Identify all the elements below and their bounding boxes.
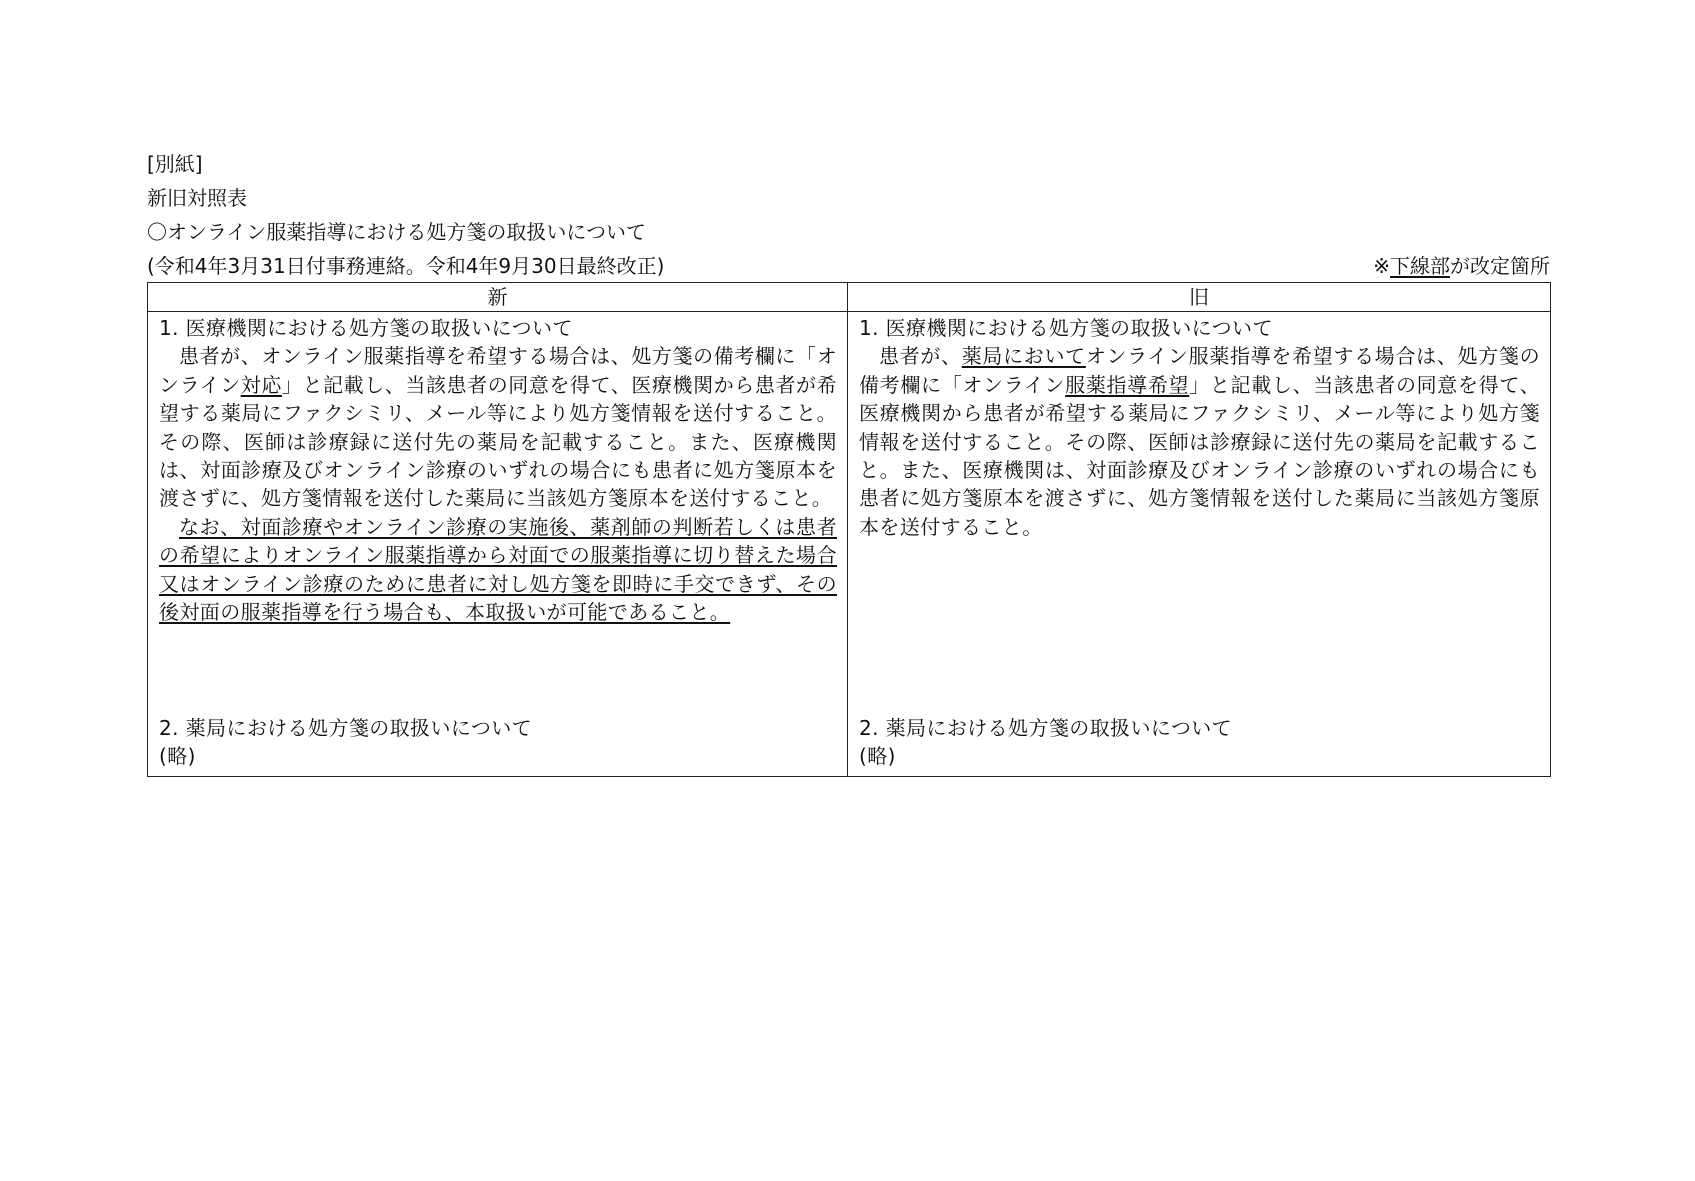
new-section1-paragraph1: [159, 342, 837, 512]
old-p1-underlined-1: 薬局において: [961, 344, 1086, 369]
document-page: [147, 150, 1550, 777]
new-p1-text-a: 患者が、オンライン服薬指導を希望する場合は、処方箋の備考欄に「オンライン: [159, 344, 837, 397]
new-section2-heading: 2. 薬局における処方箋の取扱いについて: [159, 716, 533, 740]
new-p1-text-b: 」と記載し、当該患者の同意を得て、医療機関から患者が希望する薬局にファクシミリ、メール等により処方箋情報を送付すること。その際、医師は診療録に送付先の薬局を記載すること。また、医療機関は、対面診療及びオンライン診療のいずれの場合にも患者に処方箋原本を渡さずに、処方箋情報を送付した薬局に当該処方箋原本を送付すること。: [159, 372, 838, 511]
old-p1-text-a: 患者が、: [879, 344, 962, 369]
old-section2-heading: 2. 薬局における処方箋の取扱いについて: [859, 716, 1233, 740]
new-section2: [159, 714, 837, 771]
document-subject: 〇オンライン服薬指導における処方箋の取扱いについて: [147, 220, 646, 244]
table-title: 新旧対照表: [147, 186, 247, 210]
new-text-cell: [148, 312, 848, 777]
revision-note-prefix: ※: [1373, 254, 1390, 278]
new-section1-paragraph2: [159, 513, 837, 627]
old-text-cell: [848, 312, 1551, 777]
column-header-new: 新: [148, 283, 848, 312]
reference-text: (令和4年3月31日付事務連絡。令和4年9月30日最終改正): [147, 254, 665, 278]
new-section1-heading: 1. 医療機関における処方箋の取扱いについて: [159, 316, 573, 340]
new-p2-underlined: なお、対面診療やオンライン診療の実施後、薬剤師の判断若しくは患者の希望によりオンライン服薬指導から対面での服薬指導に切り替えた場合又はオンライン診療のために患者に対し処方箋を即時に手交できず、その後対面の服薬指導を行う場合も、本取扱いが可能であること。: [159, 514, 837, 625]
old-section2: [859, 714, 1540, 771]
reference-line: [147, 252, 1550, 282]
old-section1-heading: 1. 医療機関における処方箋の取扱いについて: [859, 316, 1273, 340]
new-section2-body: (略): [159, 744, 196, 769]
revision-note: [1373, 252, 1550, 280]
revision-note-underlined: 下線部: [1390, 254, 1450, 278]
new-p1-underlined: 対応: [240, 372, 282, 397]
revision-note-suffix: が改定箇所: [1450, 254, 1550, 278]
table-row: [148, 312, 1551, 777]
old-section2-body: (略): [859, 744, 896, 769]
table-header-row: [148, 283, 1551, 312]
attachment-label: [別紙]: [147, 152, 203, 176]
old-p1-text-b: オンライン服薬指導を希望する場合は、処方箋の備考欄に「オンライン: [859, 344, 1540, 397]
comparison-table: [147, 282, 1551, 777]
column-header-old: 旧: [848, 283, 1551, 312]
old-p1-underlined-2: 服薬指導希望: [1065, 372, 1190, 397]
old-section1-paragraph1: [859, 342, 1540, 541]
old-p1-text-c: 」と記載し、当該患者の同意を得て、医療機関から患者が希望する薬局にファクシミリ、メール等により処方箋情報を送付すること。その際、医師は診療録に送付先の薬局を記載すること。また、医療機関は、対面診療及びオンライン診療のいずれの場合にも患者に処方箋原本を渡さずに、処方箋情報を送付した薬局に当該処方箋原本を送付すること。: [859, 372, 1540, 539]
